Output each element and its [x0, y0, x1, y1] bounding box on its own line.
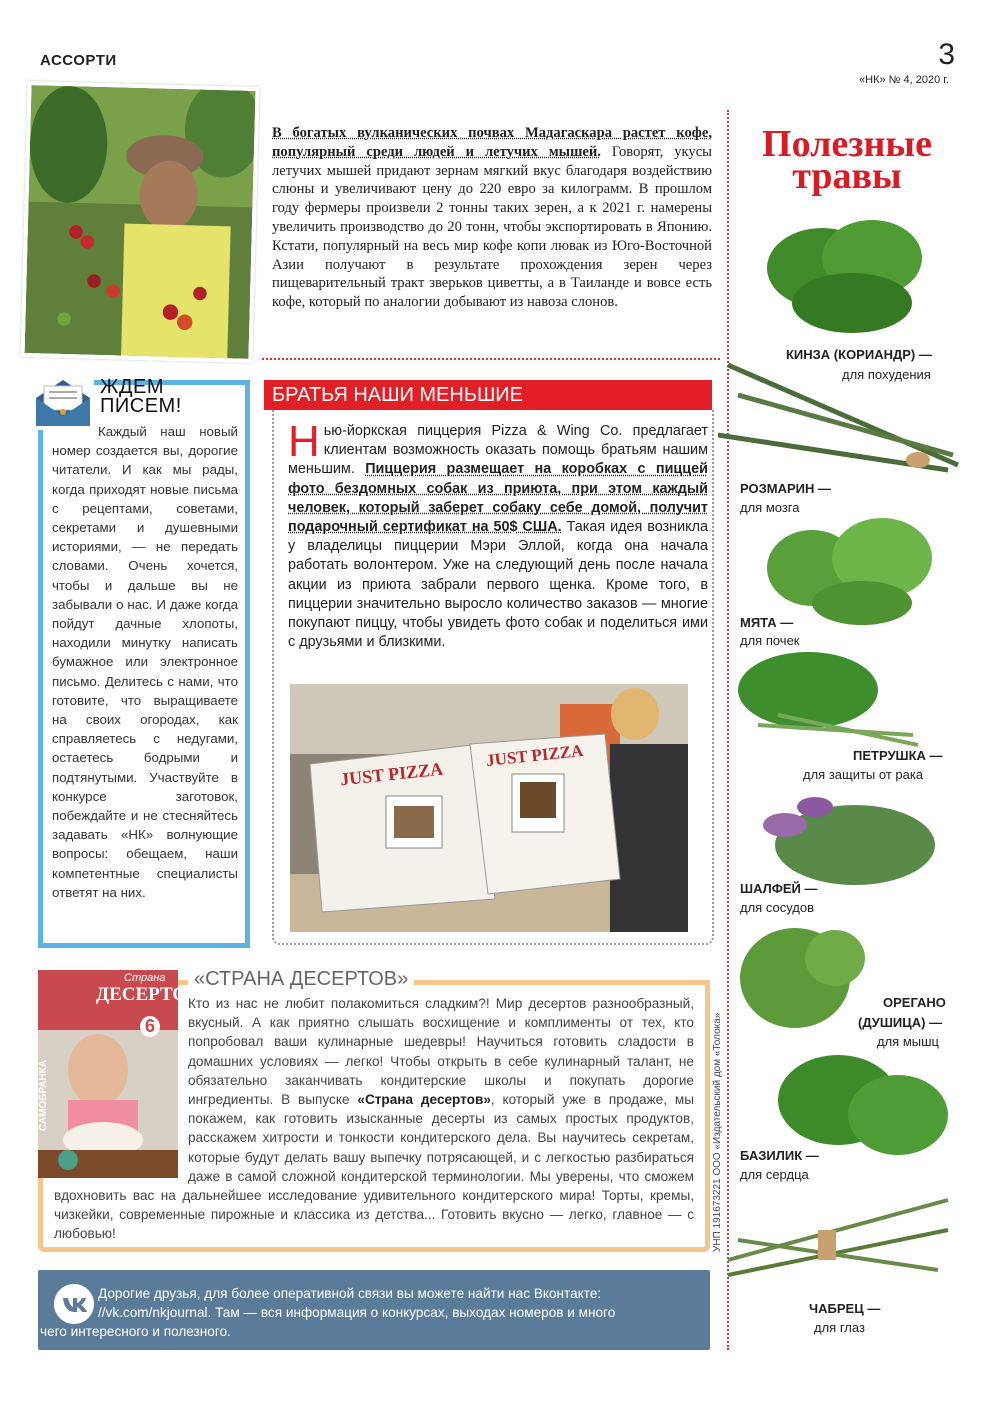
thyme-image: [718, 1180, 958, 1300]
brothers-dropcap: Н: [288, 417, 320, 466]
desserts-cover-number: 6: [140, 1016, 160, 1037]
brothers-lead: Пиццерия размещает на коробках с пиццей фото бездомных собак из приюта, при этом каждый человек, который заберет собаку себе домой, получит подарочный сертификат на 50$ США.: [288, 461, 708, 536]
brothers-article: [288, 417, 708, 652]
herbs-title: [742, 123, 952, 197]
herb-coriander-use: для похудения: [842, 367, 931, 382]
vk-text: [40, 1284, 698, 1341]
brothers-body-2: Такая идея возникла у владелицы пиццерии Мэри Эллой, когда она начала работать волонтером. Уже на следующий день после начала акции из приюта забрали первого щенка. Кроме того, в пиццерии значительно выросло количество заказов — многие покупают пиццу, чтобы увидеть фото собак и поделиться ими с друзьями и близкими.: [288, 519, 708, 651]
vk-line3: чего интересного и полезного.: [40, 1324, 231, 1339]
pizza-box-logo-1: JUST PIZZA: [339, 758, 444, 790]
section-title: АССОРТИ: [40, 52, 117, 69]
vk-line2: . Там — вся информация о конкурсах, выходах номеров и много: [207, 1305, 616, 1320]
herb-sage-name: ШАЛФЕЙ —: [740, 881, 818, 896]
vk-icon: [54, 1284, 94, 1324]
desserts-body-1: Кто из нас не любит полакомиться сладким?! Мир десертов разнообразный, вкусный. А как приятно слышать восхищение и комплименты от тех, кто попробовал ваши кулинарные шедевры! Научиться готовить сладости в домашних условиях — легко! Чтобы открыть в себе кулинарный талант, не обязательно заканчивать кондитерские школы и покупать дорогие ингредиенты. В выпуске: [188, 996, 694, 1108]
coffee-farmer-photo: [20, 81, 259, 363]
pizza-boxes-photo: [290, 684, 688, 932]
desserts-title: «СТРАНА ДЕСЕРТОВ»: [188, 968, 414, 991]
coffee-article-body: Говорят, укусы летучих мышей придают зернам мягкий вкус благодаря воздействию слюны и увеличивают цену до 220 евро за килограмм. В прошлом году фермеры произвели 2 тонны таких зерен, а к 2021 г. намерены увеличить производство до 20 тонн, чтобы экспортировать в Японию. Кстати, популярный на весь мир кофе копи лювак из Юго-Восточной Азии получают в результате прохождения зерен через пищеварительный тракт зверьков циветты, а в Таиланде и вовсе есть кофе, который по аналогии добывают из навоза слонов.: [272, 143, 712, 311]
herb-rosemary-use: для мозга: [740, 500, 800, 515]
herb-basil-use: для сердца: [740, 1167, 809, 1182]
pizza-box-logo-2: JUST PIZZA: [485, 740, 585, 771]
letters-body: Каждый наш новый номер создается вы, дорогие читатели. И как мы рады, когда приходят новые письма с рецептами, советами, секретами и душевными историями, — не передать словами. Очень хочется, чтобы и дальше вы не забывали о нас. И даже когда пойдут дачные хлопоты, находили минутку написать бумажное или электронное письмо. Делитесь с нами, что готовите, что выращиваете на своих огородах, как справляетесь с недугами, остаетесь бодрыми и подтянутыми. Участвуйте в конкурсе заготовок, побеждайте и не стесняйтесь задавать «НК» волнующие вопросы: обещаем, наши компетентные специалисты ответят на них.: [52, 424, 238, 900]
herb-basil-name: БАЗИЛИК —: [740, 1148, 819, 1163]
vk-link[interactable]: //vk.com/nkjournal: [98, 1305, 208, 1320]
herb-oregano-use: для мышц: [877, 1034, 939, 1049]
desserts-text: [54, 994, 694, 1244]
oregano-image: [735, 918, 875, 1038]
herb-mint-use: для почек: [740, 633, 800, 648]
parsley-image: [718, 645, 923, 755]
desserts-body-2: , который уже в продаже, мы покажем, как готовить изысканные десерты из самых простых продуктов, расскажем хитрости и тонкости кондитерского дела. Вы научитесь секретам, которые будут делать вашу выпечку потрясающей, и с легкостью разбираться даже в самой сложной кондитерской терминологии. Мы уверены, что сможем вдохновить вас на дальнейшее исследование удивительного кондитерского мира! Торты, кремы, чизкейки, современные пирожные и классика из детства... Готовить вкусно — легко, главное — с любовью!: [54, 1092, 694, 1242]
herb-parsley-use: для защиты от рака: [803, 767, 924, 782]
herbs-title-line2: травы: [792, 155, 902, 197]
letters-title: [100, 378, 182, 416]
herb-thyme-name: ЧАБРЕЦ —: [809, 1301, 881, 1316]
herb-mint-name: МЯТА —: [740, 615, 794, 630]
desserts-cover-top: Страна: [124, 972, 166, 984]
herb-oregano-name2: (ДУШИЦА) —: [858, 1015, 943, 1030]
letters-title-line2: ПИСЕМ!: [100, 395, 182, 417]
herb-parsley-name: ПЕТРУШКА —: [853, 748, 943, 763]
herb-rosemary-name: РОЗМАРИН —: [740, 481, 831, 496]
desserts-cover-title: ДЕСЕРТОВ: [96, 984, 200, 1005]
letters-text: [52, 422, 238, 902]
coffee-article-lead: В богатых вулканических почвах Мадагаскара растет кофе, популярный среди людей и летучих мышей.: [272, 125, 712, 160]
imprint: УНП 191673221 ООО «Издательский дом «Толока»: [712, 1012, 723, 1252]
herb-oregano-name: ОРЕГАНО: [883, 995, 946, 1010]
brothers-heading: БРАТЬЯ НАШИ МЕНЬШИЕ: [264, 380, 712, 410]
coriander-image: [752, 208, 942, 348]
issue-label: «НК» № 4, 2020 г.: [859, 74, 949, 86]
herb-coriander-name: КИНЗА (КОРИАНДР) —: [786, 347, 932, 362]
brothers-body-1: ью-йоркская пиццерия Pizza & Wing Co. предлагает клиентам возможность оказать помощь братьям нашим меньшим.: [288, 423, 708, 478]
desserts-cover-brand: САМОБРАНКА: [38, 1060, 49, 1132]
herbs-title-line1: Полезные: [762, 123, 932, 165]
vk-line1: Дорогие друзья, для более оперативной связи вы можете найти нас Вконтакте:: [98, 1286, 602, 1301]
page-number: 3: [938, 38, 955, 71]
coffee-article: [272, 124, 712, 312]
mint-image: [752, 508, 952, 628]
letters-title-line1: ЖДЕМ: [100, 376, 165, 398]
herb-thyme-use: для глаз: [814, 1320, 865, 1335]
herb-sage-use: для сосудов: [740, 900, 814, 915]
desserts-bold: «Страна десертов»: [357, 1092, 491, 1108]
